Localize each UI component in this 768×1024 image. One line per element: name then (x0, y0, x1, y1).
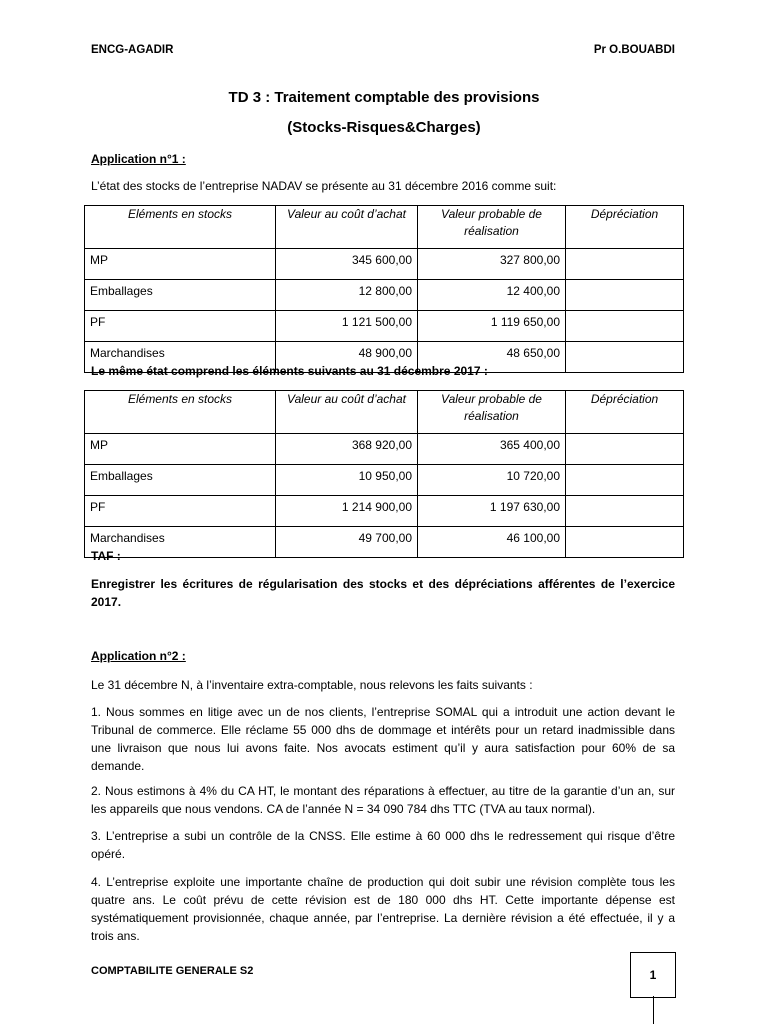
col-elements: Eléments en stocks (85, 391, 276, 434)
col-depreciation: Dépréciation (566, 206, 684, 249)
col-valeur-probable: Valeur probable de réalisation (418, 391, 566, 434)
cell-valeur: 1 197 630,00 (418, 496, 566, 527)
taf-label: TAF : (91, 549, 121, 563)
col-valeur-probable: Valeur probable de réalisation (418, 206, 566, 249)
header-author: Pr O.BOUABDI (593, 44, 675, 56)
cell-element: MP (85, 249, 276, 280)
app2-fact-3: 3. L’entreprise a subi un contrôle de la CNSS. Elle estime à 60 000 dhs le redressement qui risque d’être opéré. (91, 829, 675, 861)
cell-element: Marchandises (85, 342, 276, 373)
stock-table-2016 (84, 205, 684, 373)
doc-title: TD 3 : Traitement comptable des provisions (228, 89, 540, 106)
col-depreciation: Dépréciation (566, 391, 684, 434)
cell-cout: 48 900,00 (276, 342, 418, 373)
header-school: ENCG-AGADIR (91, 44, 174, 56)
cell-depreciation (566, 280, 684, 311)
cell-cout: 10 950,00 (276, 465, 418, 496)
page-number: 1 (630, 952, 676, 998)
table-row (85, 434, 684, 465)
app1-heading: Application n°1 : (91, 152, 186, 166)
cell-cout: 49 700,00 (276, 527, 418, 558)
table-row (85, 496, 684, 527)
cell-valeur: 1 119 650,00 (418, 311, 566, 342)
cell-valeur: 48 650,00 (418, 342, 566, 373)
page-number-connector (653, 996, 654, 1024)
app2-fact-1: 1. Nous sommes en litige avec un de nos clients, l’entreprise SOMAL qui a introduit une action devant le Tribunal de commerce. Elle réclame 55 000 dhs de dommage et intérêts pour un retard inadmissible dans une livraison que nous lui avons faite. Nos avocats estiment qu’il y aura satisfaction pour 60% de sa demande. (91, 705, 675, 773)
cell-cout: 345 600,00 (276, 249, 418, 280)
col-cout-achat: Valeur au coût d’achat (276, 206, 418, 249)
app1-between: Le même état comprend les éléments suivants au 31 décembre 2017 : (91, 364, 488, 378)
table-header-row (85, 391, 684, 434)
col-cout-achat: Valeur au coût d’achat (276, 391, 418, 434)
cell-element: PF (85, 496, 276, 527)
cell-depreciation (566, 249, 684, 280)
cell-element: Emballages (85, 280, 276, 311)
cell-depreciation (566, 311, 684, 342)
table-header-row (85, 206, 684, 249)
cell-valeur: 10 720,00 (418, 465, 566, 496)
cell-element: Emballages (85, 465, 276, 496)
cell-element: PF (85, 311, 276, 342)
cell-cout: 368 920,00 (276, 434, 418, 465)
app2-intro: Le 31 décembre N, à l’inventaire extra-comptable, nous relevons les faits suivants : (91, 678, 533, 692)
table-row (85, 280, 684, 311)
cell-cout: 12 800,00 (276, 280, 418, 311)
table-row (85, 311, 684, 342)
cell-valeur: 46 100,00 (418, 527, 566, 558)
doc-subtitle: (Stocks-Risques&Charges) (287, 119, 481, 136)
cell-depreciation (566, 496, 684, 527)
cell-element: MP (85, 434, 276, 465)
cell-cout: 1 214 900,00 (276, 496, 418, 527)
app2-heading: Application n°2 : (91, 649, 186, 663)
cell-depreciation (566, 434, 684, 465)
table-row (85, 249, 684, 280)
table-row (85, 465, 684, 496)
cell-depreciation (566, 465, 684, 496)
cell-valeur: 327 800,00 (418, 249, 566, 280)
cell-valeur: 12 400,00 (418, 280, 566, 311)
app1-task: Enregistrer les écritures de régularisation des stocks et des dépréciations afférentes de l’exercice 2017. (91, 577, 675, 609)
col-elements: Eléments en stocks (85, 206, 276, 249)
footer-course: COMPTABILITE GENERALE S2 (91, 965, 254, 977)
app1-intro: L’état des stocks de l’entreprise NADAV se présente au 31 décembre 2016 comme suit: (91, 179, 557, 193)
cell-cout: 1 121 500,00 (276, 311, 418, 342)
app2-fact-4: 4. L’entreprise exploite une importante chaîne de production qui doit subir une révision complète tous les quatre ans. Le coût prévu de cette révision est de 180 000 dhs HT. Cette importante dépense est systématiquement provisionnée, chaque année, par l’entreprise. La dernière révision a été effectuée, il y a trois ans. (91, 875, 675, 943)
cell-element: Marchandises (85, 527, 276, 558)
cell-valeur: 365 400,00 (418, 434, 566, 465)
stock-table-2017 (84, 390, 684, 558)
app2-fact-2: 2. Nous estimons à 4% du CA HT, le montant des réparations à effectuer, au titre de la garantie d’un an, sur les appareils que nous vendons. CA de l’année N = 34 090 784 dhs TTC (TVA au taux normal). (91, 784, 675, 816)
